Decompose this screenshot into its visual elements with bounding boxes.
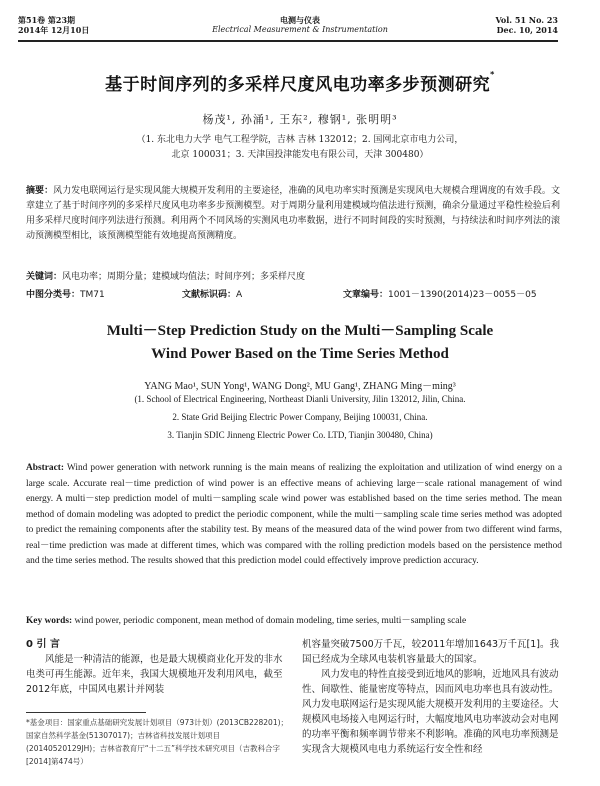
- header-volume: 第51卷 第23期: [18, 15, 76, 25]
- title-en-line2: Wind Power Based on the Time Series Method: [151, 346, 449, 362]
- affiliation-en-1: (1. School of Electrical Engineering, Northeast Dianli University, Jilin 132012, Jilin, China.: [134, 394, 466, 404]
- abstract-en-label: Abstract:: [26, 463, 65, 473]
- abstract-cn: [26, 184, 560, 244]
- title-cn: [0, 70, 600, 95]
- intro-paragraph-2: 风力发电的特性直接受到近地风的影响，近地风具有波动性、间歇性、能量密度等特点，因而风电功率也具有波动性。风力发电联网运行是实现风能大规模开发利用的主要途径。大规模风电场接入电网运行时，大幅度地风电功率波动会对电网的功率平衡和频率调节带来不利影响。准确的风电功率预测是实现含大规模风电电力系统运行安全性和经: [302, 669, 559, 755]
- abstract-en-text: Wind power generation with network running is the main means of realizing the exploitation and utilization of wind energy on a large scale. Accurate real－time prediction of wind power is an effective means of achieving large－scale rational management of wind energy. A multi－step prediction model of multi－sampling scale wind power was established based on the time series method. The mean method of domain modeling was adopted to predict the periodic component, while the multi－sampling scale time series method was adopted to predict the remaining components after the stability test. By means of the measured data of the wind power from two different wind farms, real－time prediction was made at different times, which was compared with the rolling prediction models based on the persistence method and the time series method. The results showed that this prediction model could effectively improve prediction accuracy.: [26, 463, 562, 566]
- header-date-en: Dec. 10, 2014: [496, 25, 558, 35]
- header-vol-en: Vol. 51 No. 23: [495, 15, 558, 25]
- keywords-en-text: wind power, periodic component, mean method of domain modeling, time series, multi－sampling scale: [74, 616, 467, 626]
- title-cn-mark: *: [490, 70, 495, 79]
- keywords-cn-text: 风电功率；周期分量；建模域均值法；时间序列；多采样尺度: [62, 272, 306, 282]
- title-en-line1: Multi－Step Prediction Study on the Multi－Sampling Scale: [106, 323, 494, 339]
- doc-value: A: [236, 290, 243, 300]
- footnote-funding: *基金项目：国家重点基础研究发展计划项目（973计划）(2013CB228201)；国家自然科学基金(51307017)；吉林省科技发展计划项目(20140520129JH)；吉林省教育厅“十二五”科学技术研究项目（吉教科合字[2014]第474号）: [26, 718, 289, 766]
- abstract-cn-text: 风力发电联网运行是实现风能大规模开发利用的主要途径，准确的风电功率实时预测是实现风电大规模合理调度的有效手段。文章建立了基于时间序列的多采样尺度风电功率多步预测模型。对于周期分量利用建模域均值法进行预测，确余分量通过平稳性检验后利用多采样尺度时间序列法进行预测。利用两个不同风场的实测风电功率数据，进行不同时间段的实时预测，与持续法和时间序列法的滚动预测模型相比，该预测模型能有效地提高预测精度。: [26, 186, 560, 241]
- clc-number: [26, 289, 105, 301]
- affiliation-cn-1: （1. 东北电力大学 电气工程学院，吉林 吉林 132012；2. 国网北京市电力公司，: [136, 135, 464, 145]
- header-date: 2014年 12月10日: [18, 25, 90, 35]
- intro-paragraph-1: 风能是一种清洁的能源，也是最大规模商业化开发的非水电类可再生能源。近年来，我国大规模地开发利用风电，截至2012年底，中国风电累计并网装: [26, 654, 283, 695]
- abstract-en: [26, 461, 562, 570]
- authors-en: YANG Mao¹, SUN Yong¹, WANG Dong², MU Gang¹, ZHANG Ming－ming³: [144, 381, 456, 392]
- keywords-cn: [26, 270, 560, 285]
- footnote-divider: [26, 712, 146, 713]
- document-code: [182, 289, 242, 301]
- clc-label: 中图分类号：: [26, 290, 81, 300]
- keywords-cn-label: 关键词：: [26, 272, 63, 282]
- body-left-column: [26, 637, 288, 697]
- doc-label: 文献标识码：: [182, 290, 237, 300]
- article-value: 1001－1390(2014)23－0055－05: [388, 290, 537, 300]
- article-number: [343, 289, 537, 301]
- body-right-column: [302, 637, 564, 757]
- affiliation-cn-2: 北京 100031；3. 天津国投津能发电有限公司，天津 300480）: [171, 150, 429, 160]
- title-cn-text: 基于时间序列的多采样尺度风电功率多步预测研究: [105, 75, 491, 95]
- affiliation-en-3: 3. Tianjin SDIC Jinneng Electric Power Co. LTD, Tianjin 300480, China): [167, 430, 433, 440]
- keywords-en: [26, 614, 562, 630]
- header-journal-cn: 电测与仪表: [280, 15, 320, 25]
- abstract-cn-label: 摘要：: [26, 186, 54, 196]
- keywords-en-label: Key words:: [26, 616, 73, 626]
- affiliation-en-2: 2. State Grid Beijing Electric Power Company, Beijing 100031, China.: [172, 412, 428, 422]
- header-journal-en: Electrical Measurement & Instrumentation: [212, 25, 388, 34]
- header-divider: [18, 40, 558, 42]
- clc-value: TM71: [80, 290, 105, 300]
- intro-paragraph-1-continued: 机容量突破7500万千瓦，较2011年增加1643万千瓦[1]。我国已经成为全球风电装机容量最大的国家。: [302, 639, 559, 665]
- header-right: [495, 15, 558, 35]
- article-label: 文章编号：: [343, 290, 389, 300]
- section-heading-intro: 0 引 言: [26, 639, 60, 650]
- authors-cn: 杨茂¹, 孙涌¹, 王东², 穆钢¹, 张明明³: [202, 113, 398, 126]
